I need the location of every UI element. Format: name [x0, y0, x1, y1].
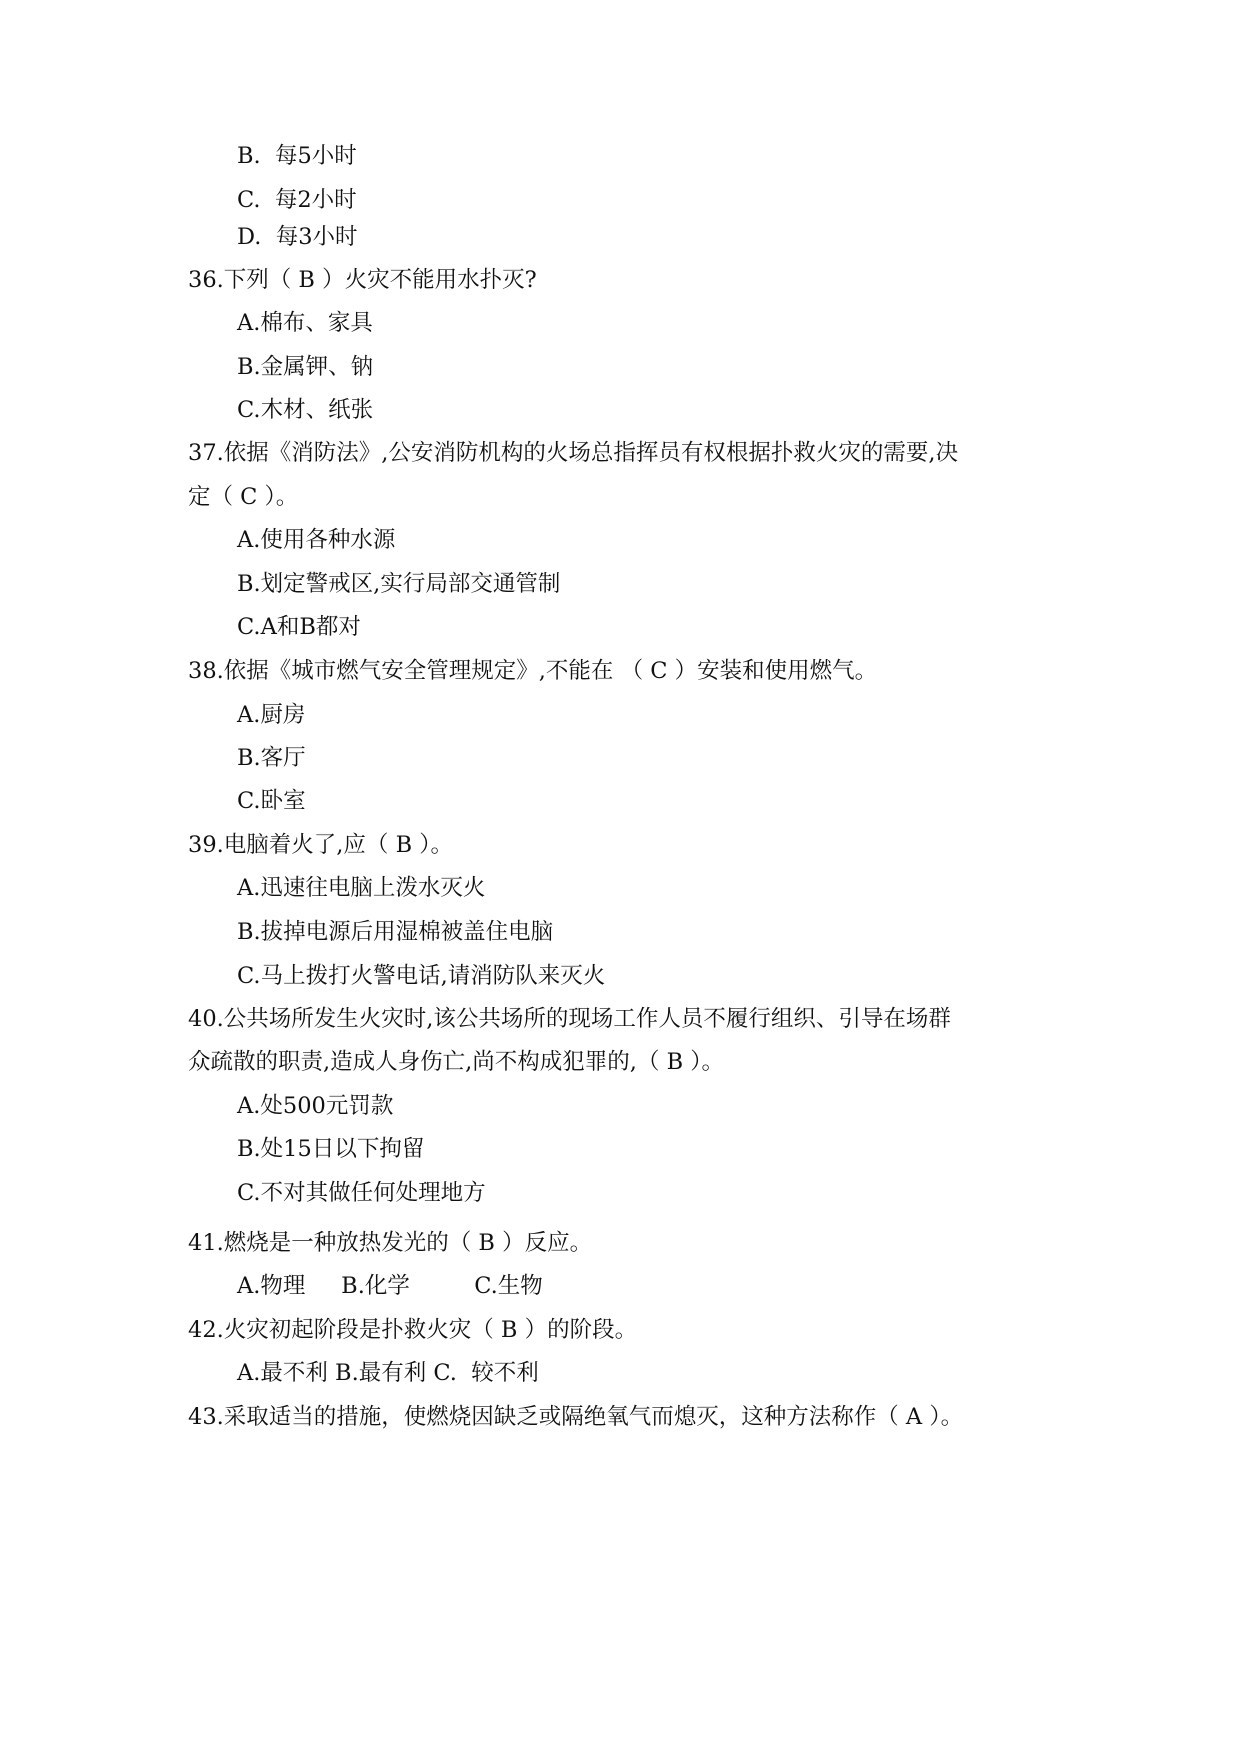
question-39: 39.电脑着火了,应（ B ）。: [188, 832, 454, 858]
question-40-line2: 众疏散的职责,造成人身伤亡,尚不构成犯罪的,（ B ）。: [188, 1049, 725, 1075]
option-b-q40: B.处15日以下拘留: [237, 1136, 425, 1162]
option-b-q38: B.客厅: [237, 745, 306, 771]
option-b-q36: B.金属钾、钠: [237, 354, 374, 380]
option-c-q35: C. 每2小时: [237, 187, 357, 213]
option-a-q39: A.迅速往电脑上泼水灭火: [237, 875, 486, 901]
option-a-q37: A.使用各种水源: [237, 527, 396, 553]
option-c-q40: C.不对其做任何处理地方: [237, 1180, 486, 1206]
option-a-q38: A.厨房: [237, 702, 306, 728]
options-q42: A.最不利 B.最有利 C. 较不利: [237, 1360, 539, 1386]
option-c-q37: C.A和B都对: [237, 614, 361, 640]
options-q41: A.物理 B.化学 C.生物: [237, 1273, 543, 1299]
option-c-q39: C.马上拨打火警电话,请消防队来灭火: [237, 963, 606, 989]
option-a-q40: A.处500元罚款: [237, 1093, 394, 1119]
question-37-line2: 定（ C ）。: [188, 484, 299, 510]
option-b-q35: B. 每5小时: [237, 143, 357, 169]
question-40-line1: 40.公共场所发生火灾时,该公共场所的现场工作人员不履行组织、引导在场群: [188, 1006, 951, 1032]
question-38: 38.依据《城市燃气安全管理规定》,不能在 （ C ）安装和使用燃气。: [188, 658, 878, 684]
option-a-q36: A.棉布、家具: [237, 310, 373, 336]
option-b-q39: B.拔掉电源后用湿棉被盖住电脑: [237, 919, 554, 945]
option-c-q36: C.木材、纸张: [237, 397, 374, 423]
question-42: 42.火灾初起阶段是扑救火灾（ B ）的阶段。: [188, 1317, 638, 1343]
question-36: 36.下列（ B ）火灾不能用水扑灭?: [188, 267, 537, 293]
question-43: 43.采取适当的措施，使燃烧因缺乏或隔绝氧气而熄灭，这种方法称作（ A ）。: [188, 1404, 964, 1430]
question-37-line1: 37.依据《消防法》,公安消防机构的火场总指挥员有权根据扑救火灾的需要,决: [188, 440, 959, 466]
option-b-q37: B.划定警戒区,实行局部交通管制: [237, 571, 561, 597]
question-41: 41.燃烧是一种放热发光的（ B ）反应。: [188, 1230, 593, 1256]
option-d-q35: D. 每3小时: [237, 224, 358, 250]
option-c-q38: C.卧室: [237, 788, 306, 814]
